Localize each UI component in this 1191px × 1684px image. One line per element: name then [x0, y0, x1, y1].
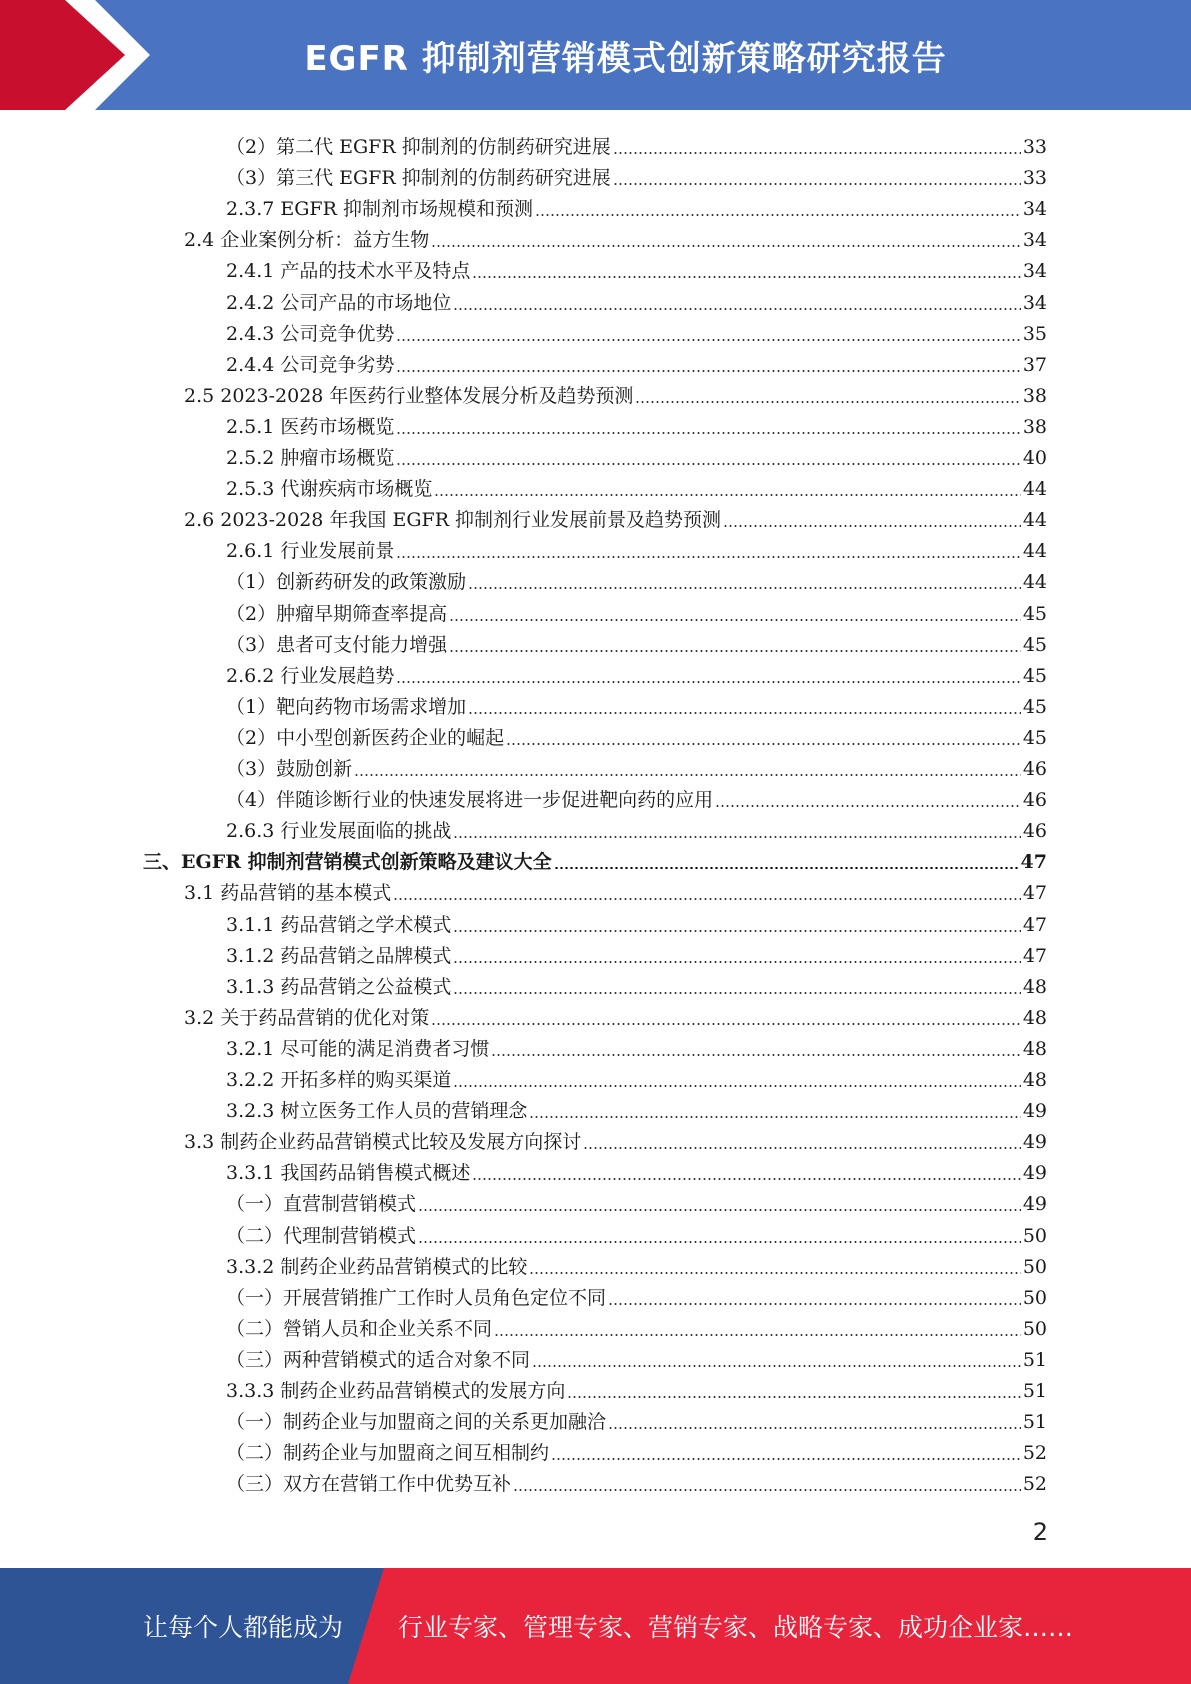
toc-entry[interactable] — [226, 283, 1047, 314]
toc-entry-page: 48 — [1022, 1037, 1047, 1060]
footer-slogan-right: 行业专家、管理专家、营销专家、战略专家、成功企业家…… — [398, 1613, 1074, 1642]
toc-entry-label: （二）營销人员和企业关系不同 — [226, 1317, 493, 1340]
toc-entry-label: 3.3.2 制药企业药品营销模式的比较 — [226, 1255, 528, 1278]
toc-entry[interactable] — [226, 1247, 1047, 1278]
toc-entry-page: 52 — [1022, 1442, 1047, 1465]
toc-entry-label: （2）中小型创新医药企业的崛起 — [226, 726, 505, 749]
toc-entry[interactable] — [226, 1153, 1047, 1184]
toc-entry-page: 44 — [1022, 478, 1047, 501]
toc-entry[interactable] — [226, 1060, 1047, 1091]
toc-entry[interactable] — [226, 562, 1047, 593]
toc-entry-page: 33 — [1022, 136, 1047, 158]
toc-entry-label: 3.2.2 开拓多样的购买渠道 — [226, 1069, 452, 1091]
dot-leader — [608, 1427, 1021, 1429]
dot-leader — [494, 1334, 1021, 1336]
toc-entry-page: 44 — [1022, 509, 1047, 532]
toc-entry-label: 2.4.2 公司产品的市场地位 — [226, 291, 452, 314]
toc-entry-page: 51 — [1022, 1411, 1047, 1434]
dot-leader — [613, 152, 1021, 154]
toc-entry[interactable] — [226, 656, 1047, 687]
dot-leader — [529, 1116, 1020, 1118]
toc-entry-page: 51 — [1022, 1348, 1047, 1371]
toc-entry[interactable] — [226, 1278, 1047, 1309]
toc-entry[interactable] — [226, 1309, 1047, 1340]
toc-entry[interactable] — [226, 158, 1047, 189]
toc-entry-label: （2）第二代 EGFR 抑制剂的仿制药研究进展 — [226, 136, 611, 158]
toc-entry-label: 2.3.7 EGFR 抑制剂市场规模和预测 — [226, 198, 533, 221]
toc-entry[interactable] — [184, 500, 1047, 531]
toc-entry-page: 49 — [1022, 1193, 1047, 1216]
toc-entry-page: 49 — [1022, 1162, 1047, 1185]
toc-entry[interactable] — [226, 314, 1047, 345]
toc-entry-label: 2.5 2023-2028 年医药行业整体发展分析及趋势预测 — [184, 384, 634, 407]
toc-entry-label: 3.1.1 药品营销之学术模式 — [226, 913, 452, 936]
toc-entry-label: 2.6 2023-2028 年我国 EGFR 抑制剂行业发展前景及趋势预测 — [184, 509, 722, 532]
toc-entry[interactable] — [226, 345, 1047, 376]
toc-entry-page: 47 — [1022, 944, 1047, 967]
toc-entry-label: 2.5.2 肿瘤市场概览 — [226, 447, 395, 469]
toc-entry[interactable] — [226, 905, 1047, 936]
toc-entry-label: 2.4.1 产品的技术水平及特点 — [226, 260, 471, 283]
dot-leader — [715, 805, 1021, 807]
dot-leader — [354, 774, 1021, 776]
toc-entry-page: 47 — [1020, 851, 1047, 874]
toc-entry-page: 45 — [1022, 633, 1047, 656]
dot-leader — [554, 867, 1019, 869]
toc-entry-page: 52 — [1022, 1473, 1047, 1496]
dot-leader — [449, 619, 1021, 621]
toc-entry[interactable] — [226, 594, 1047, 625]
toc-entry-page: 35 — [1022, 322, 1047, 345]
toc-entry-page: 38 — [1022, 415, 1047, 438]
toc-entry-label: （4）伴随诊断行业的快速发展将进一步促进靶向药的应用 — [226, 789, 714, 812]
toc-entry-label: （3）鼓励创新 — [226, 758, 353, 780]
toc-entry-label: 3.3 制药企业药品营销模式比较及发展方向探讨 — [184, 1131, 582, 1154]
toc-entry-page: 45 — [1022, 664, 1047, 687]
dot-leader — [396, 463, 1020, 465]
toc-entry-page: 40 — [1022, 447, 1047, 469]
toc-entry[interactable] — [226, 718, 1047, 749]
page-number: 2 — [1032, 1518, 1048, 1546]
toc-entry[interactable] — [226, 189, 1047, 220]
toc-entry[interactable] — [226, 469, 1047, 500]
toc-entry-page: 50 — [1022, 1224, 1047, 1247]
toc-entry[interactable] — [226, 625, 1047, 656]
dot-leader — [468, 587, 1021, 589]
toc-entry[interactable] — [184, 1122, 1047, 1153]
toc-entry-page: 34 — [1022, 229, 1047, 252]
toc-entry-page: 44 — [1022, 540, 1047, 563]
dot-leader — [535, 214, 1021, 216]
dot-leader — [635, 401, 1020, 403]
toc-entry-page: 49 — [1022, 1131, 1047, 1154]
toc-entry-label: （三）双方在营销工作中优势互补 — [226, 1473, 512, 1496]
toc-entry[interactable] — [226, 1340, 1047, 1371]
toc-entry[interactable] — [226, 1216, 1047, 1247]
toc-entry-page: 48 — [1022, 975, 1047, 998]
dot-leader — [608, 1303, 1021, 1305]
toc-entry[interactable] — [226, 1402, 1047, 1433]
toc-entry[interactable] — [143, 842, 1047, 873]
toc-entry[interactable] — [226, 687, 1047, 718]
toc-entry-page: 50 — [1022, 1255, 1047, 1278]
dot-leader — [506, 743, 1021, 745]
toc-entry-label: 3.3.3 制药企业药品营销模式的发展方向 — [226, 1380, 566, 1402]
toc-entry-label: 3.2.3 树立医务工作人员的营销理念 — [226, 1100, 528, 1123]
toc-entry[interactable] — [226, 749, 1047, 780]
toc-entry[interactable] — [226, 1433, 1047, 1464]
toc-entry-label: （一）直营制营销模式 — [226, 1193, 417, 1216]
toc-entry-label: （一）开展营销推广工作时人员角色定位不同 — [226, 1286, 607, 1309]
toc-entry[interactable] — [226, 936, 1047, 967]
dot-leader — [431, 245, 1021, 247]
toc-entry-page: 50 — [1022, 1317, 1047, 1340]
toc-entry[interactable] — [226, 531, 1047, 562]
dot-leader — [418, 1209, 1021, 1211]
toc-entry[interactable] — [226, 127, 1047, 158]
toc-entry-label: 2.4 企业案例分析：益方生物 — [184, 229, 430, 252]
toc-entry-page: 51 — [1022, 1380, 1047, 1402]
dot-leader — [453, 992, 1020, 994]
toc-entry-label: （二）制药企业与加盟商之间互相制约 — [226, 1442, 550, 1465]
toc-entry-page: 45 — [1022, 602, 1047, 625]
dot-leader — [723, 525, 1021, 527]
dot-leader — [453, 836, 1020, 838]
dot-leader — [453, 930, 1020, 932]
toc-entry[interactable] — [226, 780, 1047, 811]
toc-entry-page: 34 — [1022, 198, 1047, 221]
toc-entry-page: 48 — [1022, 1069, 1047, 1091]
toc-entry-label: 2.5.3 代谢疾病市场概览 — [226, 478, 433, 501]
toc-entry-page: 46 — [1022, 789, 1047, 812]
dot-leader — [453, 308, 1020, 310]
dot-leader — [396, 556, 1020, 558]
toc-entry-label: （3）第三代 EGFR 抑制剂的仿制药研究进展 — [226, 167, 611, 190]
dot-leader — [491, 1054, 1020, 1056]
dot-leader — [396, 370, 1020, 372]
toc-entry[interactable] — [226, 1029, 1047, 1060]
toc-entry[interactable] — [226, 251, 1047, 282]
dot-leader — [418, 1241, 1021, 1243]
toc-entry-label: 3.1.2 药品营销之品牌模式 — [226, 944, 452, 967]
dot-leader — [472, 1178, 1020, 1180]
toc-entry-page: 45 — [1022, 726, 1047, 749]
dot-leader — [613, 183, 1021, 185]
dot-leader — [396, 339, 1020, 341]
toc-entry[interactable] — [184, 998, 1047, 1029]
toc-entry[interactable] — [226, 811, 1047, 842]
toc-entry-label: 2.6.2 行业发展趋势 — [226, 664, 395, 687]
toc-entry-page: 34 — [1022, 260, 1047, 283]
dot-leader — [434, 494, 1020, 496]
dot-leader — [513, 1489, 1021, 1491]
toc-entry-label: 2.5.1 医药市场概览 — [226, 415, 395, 438]
toc-entry-page: 46 — [1022, 820, 1047, 843]
report-title: EGFR 抑制剂营销模式创新策略研究报告 — [304, 38, 947, 79]
toc-entry-page: 44 — [1022, 571, 1047, 594]
dot-leader — [396, 432, 1020, 434]
toc-entry-label: 2.6.3 行业发展面临的挑战 — [226, 820, 452, 843]
dot-leader — [551, 1458, 1021, 1460]
dot-leader — [567, 1396, 1020, 1398]
toc-entry-page: 34 — [1022, 291, 1047, 314]
toc-entry-page: 49 — [1022, 1100, 1047, 1123]
toc-entry-label: 3.1.3 药品营销之公益模式 — [226, 975, 452, 998]
toc-entry[interactable] — [184, 220, 1047, 251]
toc-entry-label: 2.4.3 公司竞争优势 — [226, 322, 395, 345]
toc-entry-label: （三）两种营销模式的适合对象不同 — [226, 1348, 531, 1371]
toc-entry-label: （1）靶向药物市场需求增加 — [226, 695, 467, 718]
dot-leader — [529, 1272, 1020, 1274]
toc-entry-label: 2.6.1 行业发展前景 — [226, 540, 395, 563]
toc-entry-label: （二）代理制营销模式 — [226, 1224, 417, 1247]
dot-leader — [453, 961, 1020, 963]
toc-entry[interactable] — [184, 376, 1047, 407]
toc-entry-label: 2.4.4 公司竞争劣势 — [226, 353, 395, 376]
toc-entry-page: 48 — [1022, 1006, 1047, 1029]
dot-leader — [453, 1085, 1020, 1087]
toc-entry-label: （3）患者可支付能力增强 — [226, 633, 448, 656]
toc-entry-page: 33 — [1022, 167, 1047, 190]
toc-entry-page: 46 — [1022, 758, 1047, 780]
toc-entry[interactable] — [184, 873, 1047, 904]
toc-entry-label: 3.1 药品营销的基本模式 — [184, 882, 392, 905]
toc-entry-page: 47 — [1022, 882, 1047, 905]
dot-leader — [583, 1147, 1021, 1149]
toc-entry-page: 37 — [1022, 353, 1047, 376]
toc-entry-label: 3.3.1 我国药品销售模式概述 — [226, 1162, 471, 1185]
dot-leader — [431, 1023, 1021, 1025]
toc-entry-label: （1）创新药研发的政策激励 — [226, 571, 467, 594]
dot-leader — [532, 1365, 1021, 1367]
toc-entry-page: 45 — [1022, 695, 1047, 718]
toc-entry[interactable] — [226, 1184, 1047, 1215]
dot-leader — [393, 898, 1021, 900]
page-footer — [0, 1568, 1191, 1684]
dot-leader — [396, 681, 1020, 683]
toc-entry[interactable] — [226, 1091, 1047, 1122]
toc-entry-label: 3.2.1 尽可能的满足消费者习惯 — [226, 1037, 490, 1060]
toc-entry[interactable] — [226, 1371, 1047, 1402]
toc-entry-page: 38 — [1022, 384, 1047, 407]
dot-leader — [472, 276, 1020, 278]
dot-leader — [468, 712, 1021, 714]
toc-entry-label: （一）制药企业与加盟商之间的关系更加融洽 — [226, 1411, 607, 1434]
toc-entry-label: 三、EGFR 抑制剂营销模式创新策略及建议大全 — [143, 851, 552, 874]
toc-entry[interactable] — [226, 438, 1047, 469]
toc-entry-page: 47 — [1022, 913, 1047, 936]
toc-entry-page: 50 — [1022, 1286, 1047, 1309]
footer-slogan-left: 让每个人都能成为 — [143, 1613, 344, 1642]
toc-entry-label: （2）肿瘤早期筛查率提高 — [226, 602, 448, 625]
dot-leader — [449, 650, 1021, 652]
toc-entry-label: 3.2 关于药品营销的优化对策 — [184, 1006, 430, 1029]
toc-entry[interactable] — [226, 967, 1047, 998]
toc-entry[interactable] — [226, 1464, 1047, 1495]
toc-entry[interactable] — [226, 407, 1047, 438]
page-header — [0, 0, 1191, 110]
